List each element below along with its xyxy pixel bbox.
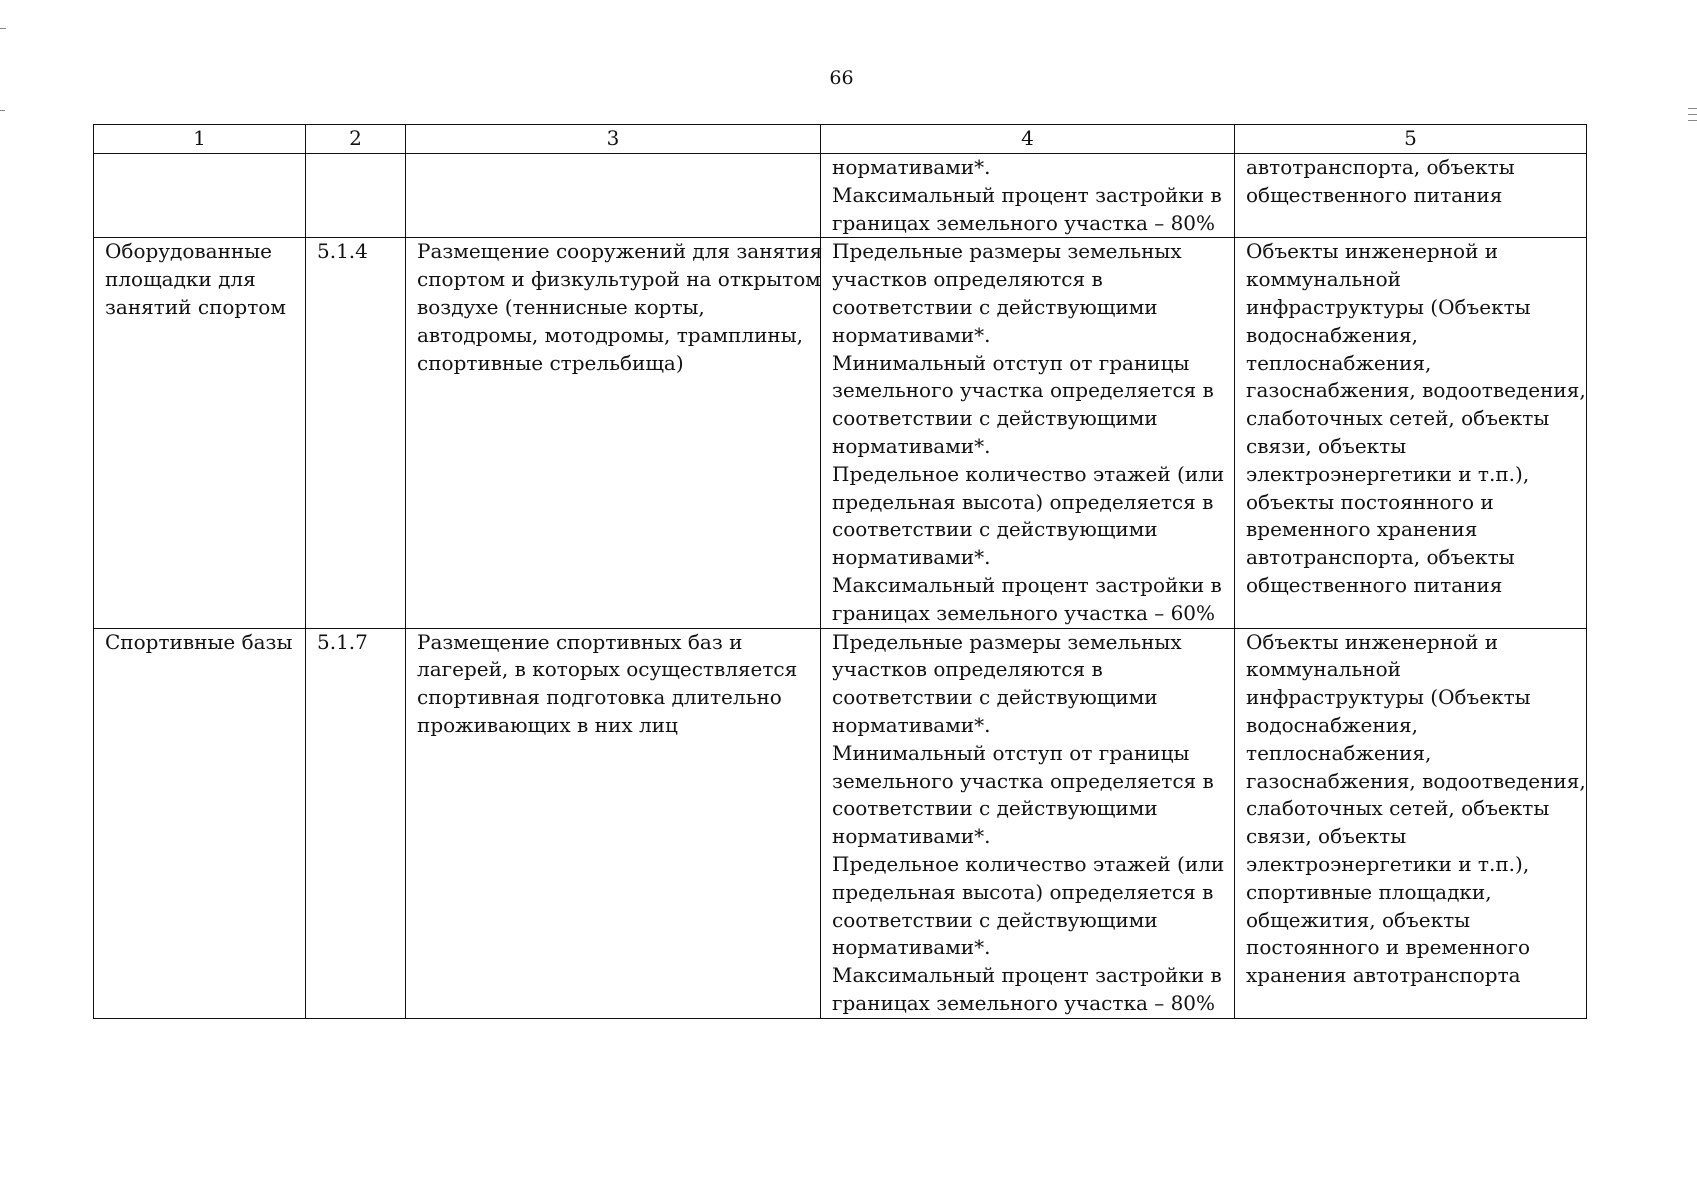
cell-text-line: временного хранения: [1246, 517, 1478, 542]
cell-text-line: площадки для: [105, 267, 256, 292]
cell-text-line: границах земельного участка – 80%: [832, 990, 1216, 1015]
cell-text-line: спортом и физкультурой на открытом: [417, 267, 821, 292]
cell-text-line: инфраструктуры (Объекты: [1246, 685, 1531, 710]
scan-edge-mark-right-2: [1688, 114, 1697, 115]
construction-parameters-cell: [821, 238, 1235, 628]
cell-text-line: предельная высота) определяется в: [832, 879, 1214, 904]
cell-text-line: соответствии с действующими: [832, 406, 1158, 431]
cell-text-line: нормативами*.: [832, 824, 991, 849]
cell-text-line: объекты постоянного и: [1246, 489, 1494, 514]
scan-edge-mark-top-left: [0, 28, 6, 29]
cell-text-line: границах земельного участка – 80%: [832, 210, 1216, 235]
cell-text-line: проживающих в них лиц: [417, 712, 678, 737]
cell-text-line: теплоснабжения,: [1246, 350, 1432, 375]
cell-text-line: Объекты инженерной и: [1246, 239, 1499, 264]
cell-text-line: Спортивные базы: [105, 629, 293, 654]
table-body: [94, 154, 1587, 1019]
land-use-name-cell: [94, 628, 306, 1018]
use-description-cell: [406, 154, 821, 238]
cell-text-line: участков определяются в: [832, 267, 1103, 292]
construction-parameters-cell: [821, 154, 1235, 238]
cell-text-line: занятий спортом: [105, 294, 286, 319]
header-col-5: 5: [1235, 125, 1587, 154]
cell-text-line: автотранспорта, объекты: [1246, 155, 1515, 179]
cell-text-line: земельного участка определяется в: [832, 768, 1214, 793]
cell-text-line: постоянного и временного: [1246, 935, 1531, 960]
cell-text-line: общественного питания: [1246, 572, 1503, 597]
cell-text-line: Предельное количество этажей (или: [832, 851, 1225, 876]
cell-text-line: нормативами*.: [832, 935, 991, 960]
cell-text-line: нормативами*.: [832, 712, 991, 737]
table-row: [94, 628, 1587, 1018]
cell-text-line: инфраструктуры (Объекты: [1246, 294, 1531, 319]
cell-text-line: соответствии с действующими: [832, 517, 1158, 542]
cell-text-line: предельная высота) определяется в: [832, 489, 1214, 514]
cell-text-line: соответствии с действующими: [832, 294, 1158, 319]
cell-text-line: автотранспорта, объекты: [1246, 545, 1515, 570]
use-description-cell: [406, 238, 821, 628]
page-number: 66: [829, 67, 854, 89]
cell-text-line: связи, объекты: [1246, 824, 1407, 849]
table-row: [94, 154, 1587, 238]
cell-text-line: нормативами*.: [832, 433, 991, 458]
cell-text-line: Размещение сооружений для занятия: [417, 239, 823, 264]
table-row: [94, 238, 1587, 628]
cell-text-line: Оборудованные: [105, 239, 273, 264]
cell-text-line: Минимальный отступ от границы: [832, 350, 1190, 375]
auxiliary-uses-cell: [1235, 154, 1587, 238]
use-description-cell: [406, 628, 821, 1018]
cell-text-line: автодромы, мотодромы, трамплины,: [417, 322, 804, 347]
header-col-1: 1: [94, 125, 306, 154]
auxiliary-uses-cell: [1235, 238, 1587, 628]
cell-text-line: спортивные стрельбища): [417, 350, 684, 375]
cell-text-line: Максимальный процент застройки в: [832, 963, 1222, 988]
cell-text-line: Объекты инженерной и: [1246, 629, 1499, 654]
cell-text-line: участков определяются в: [832, 657, 1103, 682]
cell-text-line: водоснабжения,: [1246, 712, 1419, 737]
cell-text-line: соответствии с действующими: [832, 685, 1158, 710]
cell-text-line: Предельные размеры земельных: [832, 629, 1182, 654]
use-code-cell: [306, 628, 406, 1018]
use-code-cell: [306, 238, 406, 628]
cell-text-line: общественного питания: [1246, 182, 1503, 207]
cell-text-line: нормативами*.: [832, 545, 991, 570]
cell-text-line: водоснабжения,: [1246, 322, 1419, 347]
cell-text-line: коммунальной: [1246, 657, 1401, 682]
land-use-name-cell: [94, 154, 306, 238]
scan-edge-mark-right-1: [1688, 108, 1697, 109]
land-use-name-cell: [94, 238, 306, 628]
table-header: [94, 125, 1587, 154]
cell-text-line: воздухе (теннисные корты,: [417, 294, 705, 319]
header-col-2: 2: [306, 125, 406, 154]
cell-text-line: спортивная подготовка длительно: [417, 685, 782, 710]
regulations-table: [93, 124, 1587, 1019]
cell-text-line: общежития, объекты: [1246, 907, 1471, 932]
cell-text: 5.1.7: [317, 629, 368, 654]
cell-text-line: коммунальной: [1246, 267, 1401, 292]
cell-text-line: Предельное количество этажей (или: [832, 461, 1225, 486]
header-row: [94, 125, 1587, 154]
cell-text-line: хранения автотранспорта: [1246, 963, 1521, 988]
cell-text-line: теплоснабжения,: [1246, 740, 1432, 765]
cell-text-line: Предельные размеры земельных: [832, 239, 1182, 264]
cell-text-line: Размещение спортивных баз и: [417, 629, 743, 654]
cell-text-line: нормативами*.: [832, 155, 991, 179]
cell-text-line: границах земельного участка – 60%: [832, 600, 1216, 625]
cell-text-line: Минимальный отступ от границы: [832, 740, 1190, 765]
cell-text-line: электроэнергетики и т.п.),: [1246, 851, 1530, 876]
cell-text-line: Максимальный процент застройки в: [832, 572, 1222, 597]
cell-text: 5.1.4: [317, 239, 368, 264]
cell-text-line: газоснабжения, водоотведения,: [1246, 768, 1586, 793]
cell-text-line: слаботочных сетей, объекты: [1246, 796, 1550, 821]
cell-text-line: газоснабжения, водоотведения,: [1246, 378, 1586, 403]
cell-text-line: соответствии с действующими: [832, 796, 1158, 821]
cell-text-line: Максимальный процент застройки в: [832, 182, 1222, 207]
header-col-3: 3: [406, 125, 821, 154]
cell-text-line: лагерей, в которых осуществляется: [417, 657, 798, 682]
cell-text-line: связи, объекты: [1246, 433, 1407, 458]
use-code-cell: [306, 154, 406, 238]
cell-text-line: спортивные площадки,: [1246, 879, 1492, 904]
cell-text-line: соответствии с действующими: [832, 907, 1158, 932]
cell-text-line: электроэнергетики и т.п.),: [1246, 461, 1530, 486]
header-col-4: 4: [821, 125, 1235, 154]
construction-parameters-cell: [821, 628, 1235, 1018]
scan-edge-mark-right-3: [1688, 120, 1697, 121]
cell-text-line: слаботочных сетей, объекты: [1246, 406, 1550, 431]
auxiliary-uses-cell: [1235, 628, 1587, 1018]
scan-edge-mark-left: [0, 110, 5, 111]
cell-text-line: земельного участка определяется в: [832, 378, 1214, 403]
cell-text-line: нормативами*.: [832, 322, 991, 347]
